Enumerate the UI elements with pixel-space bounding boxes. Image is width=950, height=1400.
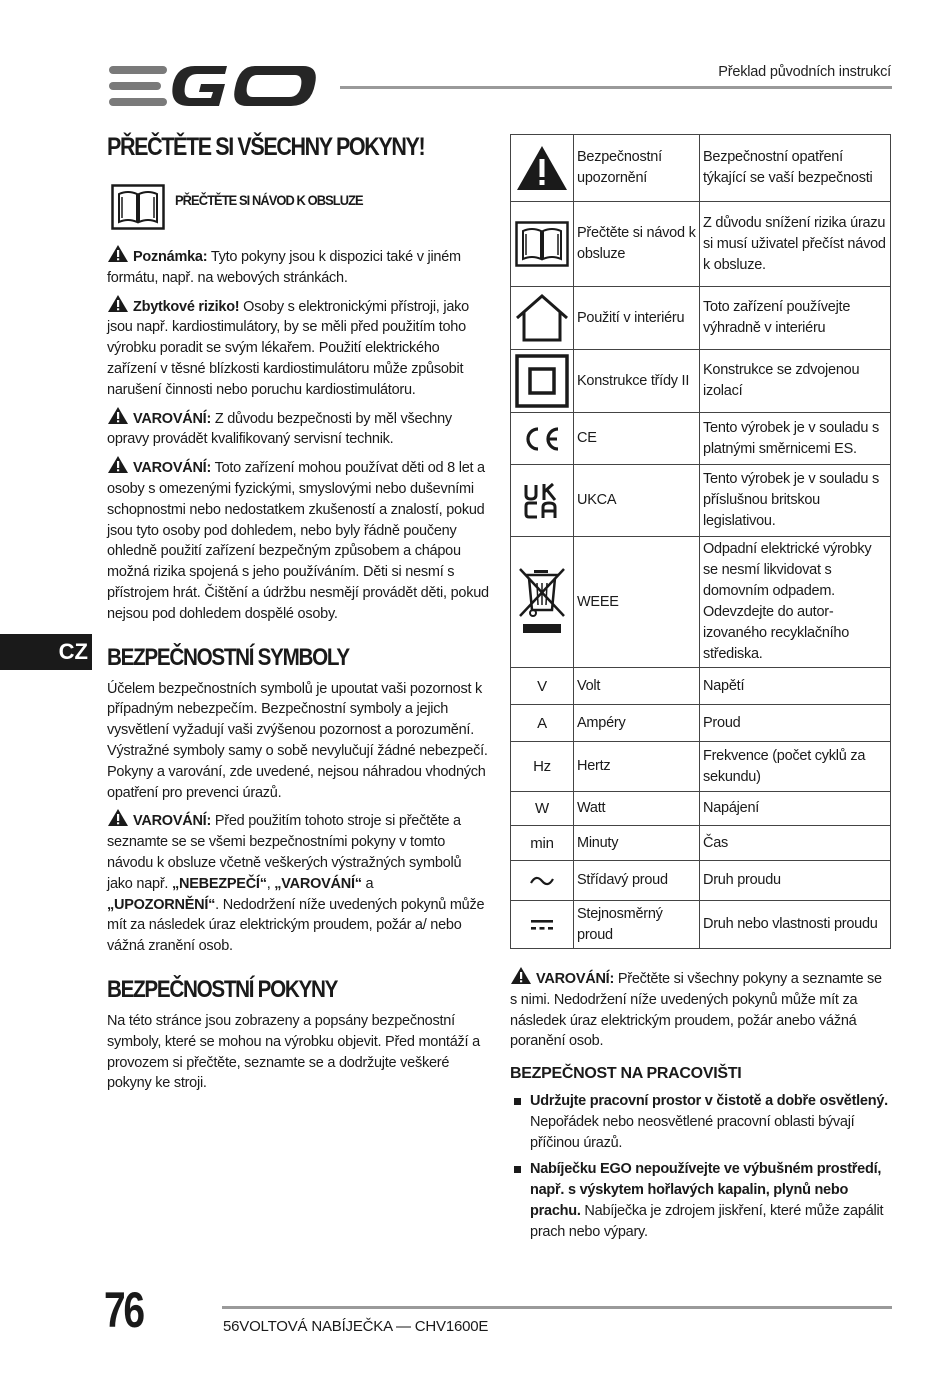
warning-label: VAROVÁNÍ: (133, 460, 212, 477)
symbol-name: Volt (574, 668, 700, 705)
symbol-description: Bezpečnostní opatření týkající se vaší bezpečnosti (700, 135, 891, 202)
house-icon (514, 293, 570, 343)
symbol-description: Toto zařízení používejte výhradně v interiéru (700, 287, 891, 350)
header-subtitle: Překlad původních instrukcí (718, 64, 891, 80)
symbol-cell (511, 350, 574, 413)
risk-label: Zbytkové riziko! (133, 298, 240, 315)
page-title: PŘEČTĚTE SI VŠECHNY POKYNY! (107, 133, 425, 161)
symbol-cell (511, 861, 574, 901)
table-row (511, 901, 891, 949)
warning-text: Toto zařízení mohou používat děti od 8 let a osoby s omezenými fyzickými, smyslovými nebo duševními schopnostmi nebo nedostatkem zkušeností a znalostí, pokud jsou tyto osoby pod dohledem, nebo byly řádně poučeny ohledně použití zařízení bezpečným způsobem a chápou možná rizika spojená s jeho používáním. Děti si nesmí s přístrojem hrát. Čištění a údržbu nesmějí provádět děti, pokud nejsou pod dohledem dospělé osoby. (107, 460, 489, 622)
unit-symbol: Hz (511, 742, 574, 792)
right-column (510, 966, 892, 1249)
note-paragraph (107, 244, 489, 289)
risk-text: Osoby s elektronickými přístroji, jako jsou např. kardiostimulátory, by se měli před použitím toho výrobku poradit se svým lékařem. Použití elektrického zařízení v těsné blízkosti kardiostimulátoru může způsobit narušení činnosti nebo poruchu kardiostimulátoru. (107, 298, 469, 398)
symbol-name: Použití v interiéru (574, 287, 700, 350)
symbol-description: Druh proudu (700, 861, 891, 901)
table-row (511, 135, 891, 202)
ukca-mark-icon (523, 482, 561, 520)
table-row (511, 350, 891, 413)
language-tab (0, 634, 92, 670)
alternating-current-icon (529, 874, 555, 888)
warning-triangle-icon (510, 966, 532, 985)
warning-paragraph (107, 808, 489, 957)
instructions-heading: BEZPEČNOSTNÍ POKYNY (107, 975, 338, 1003)
table-row (511, 465, 891, 537)
list-item-text: Nepořádek nebo neosvětlené pracovní oblasti bývají příčinou úrazů. (530, 1113, 855, 1151)
symbol-cell (511, 202, 574, 287)
warning-triangle-icon (107, 455, 129, 474)
warning-triangle-icon (107, 406, 129, 425)
symbol-cell (511, 465, 574, 537)
symbol-name: Konstrukce třídy II (574, 350, 700, 413)
warning-label: VAROVÁNÍ: (536, 971, 615, 987)
warning-paragraph (510, 966, 892, 1052)
warning-text: Přečtěte si všechny pokyny a seznamte se s nimi. Nedodržení níže uvedených pokynů může mít za následek úraz elektrickým proudem, požár anebo vážná poranění osob. (510, 971, 882, 1050)
symbols-paragraph: Účelem bezpečnostních symbolů je upoutat vaši pozornost k případným nebezpečím. Bezpečnostní symboly a jejich vysvětlení vyžadují vaši zvýšenou pozornost a porozumění. Výstražné symboly samy o sobě nevylučují žádné nebezpečí. Pokyny a varování, zde uvedené, nejsou náhradou vhodných opatření pro prevenci úrazů. (107, 680, 488, 801)
table-row (511, 287, 891, 350)
symbol-name: Ampéry (574, 705, 700, 742)
symbol-name: Přečtěte si návod k obsluze (574, 202, 700, 287)
symbol-cell (511, 901, 574, 949)
symbol-description: Napájení (700, 792, 891, 826)
ce-mark-icon (522, 426, 562, 452)
table-row (511, 668, 891, 705)
list-item-text: Nabíječka je zdrojem jiskření, které může zapálit prach nebo výpary. (530, 1202, 884, 1240)
symbol-cell (511, 413, 574, 465)
symbol-cell (511, 537, 574, 668)
language-code: CZ (58, 639, 88, 664)
warning-word: „VAROVÁNÍ“ (274, 875, 362, 892)
list-item-bold: Nabíječku EGO nepoužívejte ve výbušném prostředí, např. s výskytem hořlavých kapalin, plynů nebo prachu. (530, 1161, 882, 1219)
table-row (511, 742, 891, 792)
symbol-name: Stejnosměrný proud (574, 901, 700, 949)
symbol-description: Proud (700, 705, 891, 742)
separator: a (361, 875, 374, 892)
symbol-description: Odpadní elektrické výrobky se nesmí likvidovat s domovním odpadem. Odevzdejte do autorizovaného recyklačního střediska. (700, 537, 891, 668)
warning-paragraph (107, 406, 489, 451)
header-rule (340, 86, 892, 89)
list-item-bold: Udržujte pracovní prostor v čistotě a dobře osvětlený. (530, 1092, 888, 1109)
symbol-description: Napětí (700, 668, 891, 705)
danger-word: „NEBEZPEČÍ“ (171, 875, 267, 892)
symbols-table (510, 134, 891, 949)
read-manual-label: PŘEČTĚTE SI NÁVOD K OBSLUZE (175, 192, 363, 208)
symbol-description: Z důvodu snížení rizika úrazu si musí uživatel přečíst návod k obsluze. (700, 202, 891, 287)
footer-rule (222, 1306, 892, 1309)
workplace-list (510, 1091, 892, 1243)
crossed-bin-icon (517, 566, 567, 638)
symbol-description: Druh nebo vlastnosti proudu (700, 901, 891, 949)
table-row (511, 861, 891, 901)
list-item (530, 1091, 892, 1153)
ego-logo (107, 62, 319, 110)
note-text: Tyto pokyny jsou k dispozici také v jiném formátu, např. na webových stránkách. (107, 249, 461, 286)
footer-product: 56VOLTOVÁ NABÍJEČKA — CHV1600E (223, 1318, 489, 1335)
note-label: Poznámka: (133, 249, 208, 265)
symbol-cell (511, 135, 574, 202)
symbol-name: CE (574, 413, 700, 465)
table-row (511, 537, 891, 668)
warning-text: . Nedodržení níže uvedených pokynů může mít za následek úraz elektrickým proudem, požár a/ nebo vážná zranění osob. (107, 896, 485, 955)
symbol-name: Střídavý proud (574, 861, 700, 901)
table-row (511, 413, 891, 465)
left-column (107, 132, 489, 1099)
symbol-name: Bezpečnostní upozornění (574, 135, 700, 202)
symbol-description: Tento výrobek je v souladu s platnými směrnicemi ES. (700, 413, 891, 465)
separator: , (266, 875, 275, 892)
symbol-name: Hertz (574, 742, 700, 792)
read-manual-block (111, 184, 489, 230)
risk-paragraph (107, 294, 489, 401)
double-square-icon (515, 354, 569, 408)
symbol-description: Čas (700, 826, 891, 861)
direct-current-icon (529, 918, 555, 932)
symbol-name: UKCA (574, 465, 700, 537)
warning-text: Před použitím tohoto stroje si přečtěte a seznamte se se všemi bezpečnostními pokyny v tomto návodu k obsluze včetně veškerých výstražných symbolů jako např. (107, 813, 462, 892)
book-icon (515, 221, 569, 267)
unit-symbol: W (511, 792, 574, 826)
symbol-name: Watt (574, 792, 700, 826)
instructions-paragraph: Na této stránce jsou zobrazeny a popsány bezpečnostní symboly, které se mohou na výrobku objevit. Před montáží a provozem si přečtěte, seznamte se a dodržujte veškeré pokyny ke stroji. (107, 1012, 480, 1092)
warning-triangle-icon (107, 294, 129, 313)
unit-symbol: V (511, 668, 574, 705)
workplace-heading: BEZPEČNOST NA PRACOVIŠTI (510, 1065, 742, 1083)
warning-label: VAROVÁNÍ: (133, 813, 212, 830)
warning-triangle-icon (107, 808, 129, 827)
warning-triangle-icon (515, 144, 569, 192)
symbol-name: WEEE (574, 537, 700, 668)
symbol-name: Minuty (574, 826, 700, 861)
symbol-description: Tento výrobek je v souladu s příslušnou britskou legislativou. (700, 465, 891, 537)
symbols-heading: BEZPEČNOSTNÍ SYMBOLY (107, 643, 349, 671)
book-icon (111, 184, 165, 230)
table-row (511, 826, 891, 861)
table-row (511, 202, 891, 287)
caution-word: „UPOZORNĚNÍ“ (107, 896, 216, 913)
unit-symbol: min (511, 826, 574, 861)
unit-symbol: A (511, 705, 574, 742)
warning-paragraph (107, 455, 489, 624)
symbol-cell (511, 287, 574, 350)
table-row (511, 705, 891, 742)
ego-logo-icon (107, 62, 319, 110)
warning-triangle-icon (107, 244, 129, 263)
warning-text: Z důvodu bezpečnosti by měl všechny opravy provádět kvalifikovaný servisní technik. (107, 410, 452, 448)
warning-label: VAROVÁNÍ: (133, 410, 212, 427)
symbol-description: Frekvence (počet cyklů za sekundu) (700, 742, 891, 792)
page-number: 76 (104, 1282, 143, 1338)
symbol-description: Konstrukce se zdvojenou izolací (700, 350, 891, 413)
table-row (511, 792, 891, 826)
list-item (530, 1159, 892, 1242)
